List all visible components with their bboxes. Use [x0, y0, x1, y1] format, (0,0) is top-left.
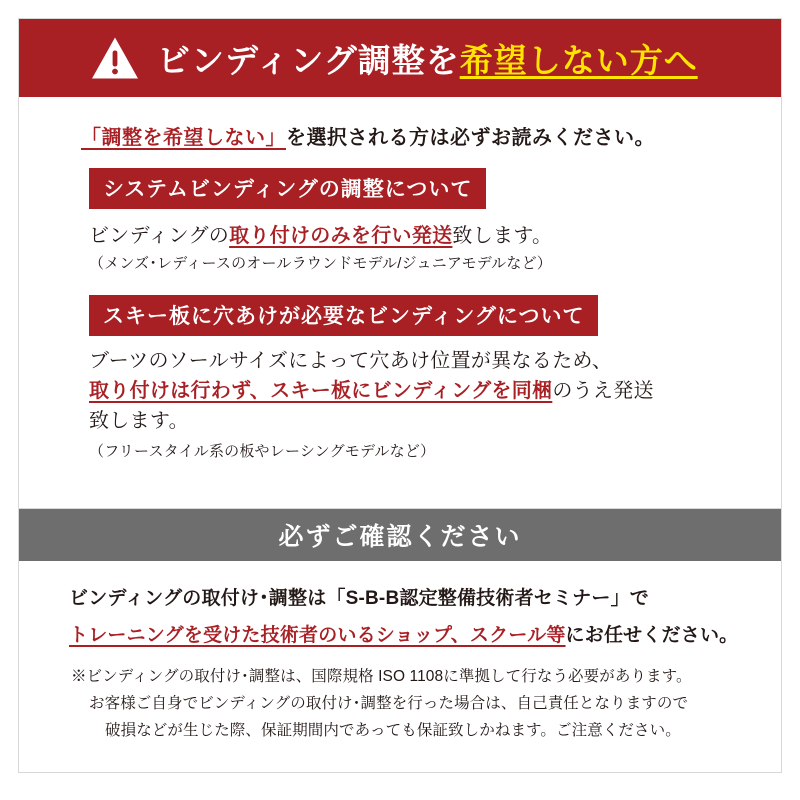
drilling-line-1: ブーツのソールサイズによって穴あけ位置が異なるため、	[89, 350, 613, 372]
drilling-binding-paragraph	[89, 346, 757, 436]
confirm-note-2: お客様ご自身でビンディングの取付け･調整を行った場合は、自己責任となりますので	[89, 695, 689, 713]
warning-banner-highlight: 希望しない方へ	[459, 41, 698, 79]
confirm-note-3: 破損などが生じた際、保証期間内であっても保証致しかねます。ご注意ください。	[105, 722, 681, 740]
lead-paragraph	[81, 121, 757, 150]
confirm-card-body	[19, 561, 781, 772]
confirm-line-2	[69, 620, 757, 647]
confirm-line-2-highlight: トレーニングを受けた技術者のいるショップ、スクール等	[69, 625, 566, 646]
lead-rest: を選択される方は必ずお読みください。	[286, 127, 655, 149]
system-binding-paragraph	[89, 219, 757, 248]
confirm-line-1: ビンディングの取付け･調整は「S-B-B認定整備技術者セミナー」で	[69, 588, 649, 609]
subhead-system-binding: システムビンディングの調整について	[89, 168, 486, 209]
system-binding-highlight: 取り付けのみを行い発送	[229, 225, 453, 247]
lead-quoted: 「調整を希望しない」	[81, 127, 286, 149]
drilling-binding-note: （フリースタイル系の板やレーシングモデルなど）	[89, 443, 436, 460]
system-binding-pre: ビンディングの	[89, 225, 230, 247]
warning-banner-title	[157, 35, 698, 82]
warning-card	[18, 18, 782, 510]
warning-banner	[19, 19, 781, 97]
confirm-note-1: ※ビンディングの取付け･調整は、国際規格 ISO 1108に準拠して行なう必要があります。	[71, 668, 692, 685]
drilling-line-2	[89, 376, 757, 406]
warning-triangle-icon	[91, 37, 139, 80]
confirm-banner	[19, 509, 781, 561]
subhead-drilling-binding: スキー板に穴あけが必要なビンディングについて	[89, 295, 598, 336]
system-binding-note: （メンズ･レディースのオールラウンドモデル/ジュニアモデルなど）	[89, 255, 552, 272]
confirm-banner-title: 必ずご確認ください	[278, 523, 522, 551]
warning-card-body	[19, 97, 781, 509]
drilling-line-2-highlight: 取り付けは行わず、スキー板にビンディングを同梱	[89, 380, 553, 402]
confirm-card	[18, 508, 782, 773]
system-binding-post: 致します。	[452, 225, 553, 247]
confirm-line-2-post: にお任せください。	[565, 625, 739, 646]
warning-banner-prefix: ビンディング調整を	[157, 41, 460, 79]
drilling-line-2-post: のうえ発送	[552, 380, 654, 402]
drilling-line-3: 致します。	[89, 410, 189, 432]
